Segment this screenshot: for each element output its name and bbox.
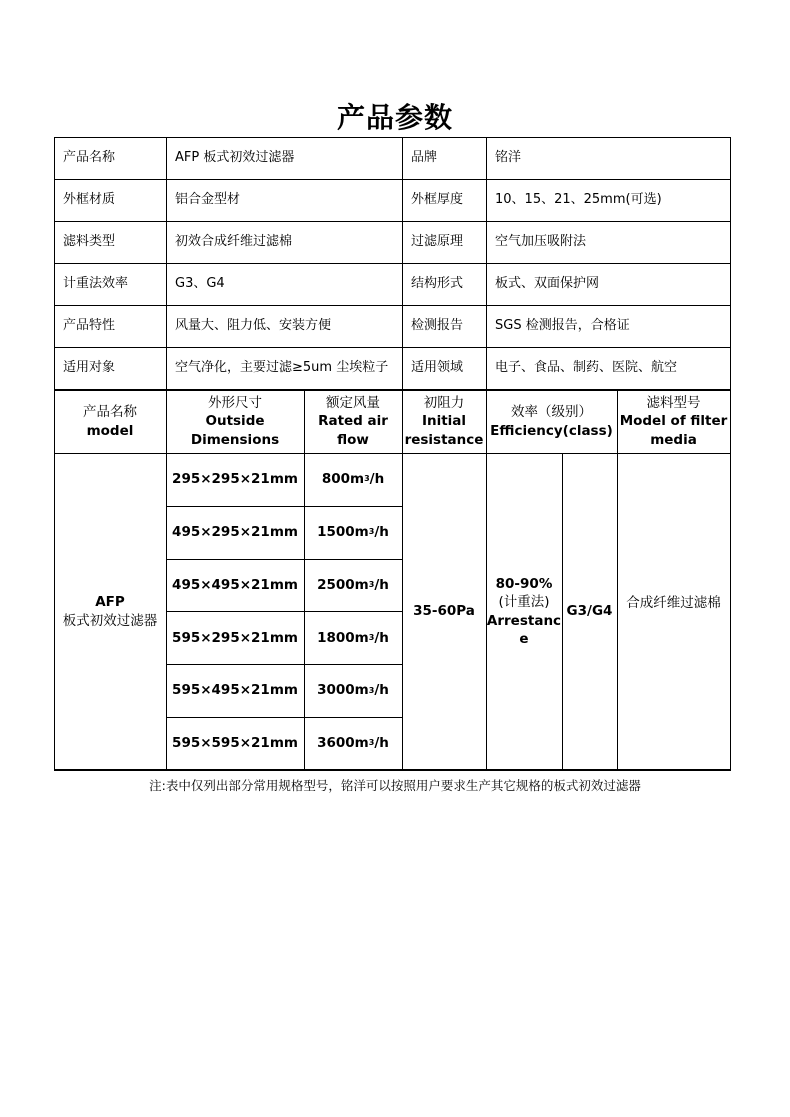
header-media-en2: media [650,431,697,448]
grid-line [54,769,731,771]
size-dims: 495×295×21mm [172,524,298,541]
spec-cell-value2: SGS 检测报告，合格证 [495,318,630,334]
footnote: 注:表中仅列出部分常用规格型号，铭洋可以按照用户要求生产其它规格的板式初效过滤器 [149,778,641,793]
grid-line [54,179,731,180]
efficiency-term-end: e [519,630,529,647]
header-media-en1: Model of filter [619,413,728,430]
size-dims: 595×295×21mm [172,629,298,646]
spec-cell-label2: 结构形式 [411,276,464,292]
spec-cell-label1: 外框材质 [63,192,116,208]
header-model-cn: 产品名称 [83,404,137,421]
grid-line [486,137,487,390]
grid-line [166,506,403,507]
grid-line [166,664,403,665]
flow-unit: /h [374,735,389,752]
grid-line [166,559,403,560]
size-flow: 2500m 3 /h [317,576,389,593]
efficiency-percent: 80-90% [495,576,553,593]
spec-cell-label1: 产品特性 [63,318,116,334]
resistance-value: 35-60Pa [413,603,475,620]
grid-line [54,390,731,391]
header-model [54,390,166,453]
product-model-code: AFP [95,594,125,611]
flow-number: 1800m [317,629,369,646]
grid-line [166,390,167,770]
spec-cell-value2: 空气加压吸附法 [495,234,587,250]
header-efficiency-en: Efficiency(class) [490,422,613,439]
flow-number: 3000m [317,682,369,699]
grid-line [730,137,731,390]
efficiency-method: (计重法) [498,594,550,611]
header-flow-en1: Rated air [318,413,388,430]
grid-line [54,263,731,264]
spec-cell-value2: 板式、双面保护网 [495,276,600,292]
flow-number: 2500m [317,576,369,593]
spec-cell-label2: 品牌 [411,150,438,166]
grid-line [54,137,731,138]
size-dims: 595×595×21mm [172,735,298,752]
spec-cell-value1: 空气净化，主要过滤≥5um 尘埃粒子 [175,360,389,376]
grid-line [402,390,403,770]
spec-cell-value1: AFP 板式初效过滤器 [175,150,295,166]
grid-line [54,453,731,454]
grid-line [54,347,731,348]
filter-media: 合成纤维过滤棉 [626,594,721,611]
spec-cell-value2: 10、15、21、25mm(可选) [495,192,662,208]
spec-cell-label2: 外框厚度 [411,192,464,208]
header-efficiency-cn: 效率（级别） [511,404,592,421]
spec-cell-value1: 初效合成纤维过滤棉 [175,234,293,250]
header-dims-en1: Outside [205,413,265,430]
efficiency-value [486,453,562,770]
spec-cell-value2: 铭洋 [495,150,522,166]
grid-line [562,453,563,770]
spec-cell-label1: 滤料类型 [63,234,116,250]
size-flow: 3600m 3 /h [317,735,389,752]
header-dims-en2: Dimensions [190,431,280,448]
grid-line [54,137,55,390]
spec-cell-value1: 风量大、阻力低、安装方便 [175,318,332,334]
grid-line [486,390,487,770]
grid-line [54,305,731,306]
grid-line [54,221,731,222]
size-dims: 495×495×21mm [172,576,298,593]
spec-cell-label2: 过滤原理 [411,234,464,250]
header-efficiency [486,390,617,453]
size-flow: 800m 3 /h [321,471,385,488]
spec-cell-label1: 产品名称 [63,150,116,166]
spec-cell-label2: 适用领域 [411,360,464,376]
header-resistance-en1: Initial [421,413,467,430]
spec-cell-label2: 检测报告 [411,318,464,334]
flow-unit: /h [374,682,389,699]
grid-line [730,390,731,770]
header-resistance-en2: resistance [404,431,484,448]
header-media-cn: 滤料型号 [646,395,701,412]
flow-number: 3600m [317,735,369,752]
flow-number: 1500m [317,524,369,541]
flow-number: 800m [321,471,365,488]
size-flow: 3000m 3 /h [317,682,389,699]
grid-line [54,390,55,770]
size-dims: 595×495×21mm [172,682,298,699]
filter-class: G3/G4 [566,603,613,620]
header-dims [166,390,304,453]
grid-line [617,390,618,770]
header-media [617,390,730,453]
spec-cell-value2: 电子、食品、制药、医院、航空 [495,360,678,376]
grid-line [166,611,403,612]
grid-line [166,137,167,390]
header-resistance-cn: 初阻力 [423,395,465,412]
flow-unit: /h [369,471,385,488]
header-flow-en2: flow [337,431,369,448]
size-flow: 1800m 3 /h [317,629,389,646]
header-dims-cn: 外形尺寸 [208,395,262,412]
flow-unit: /h [374,576,389,593]
header-model-en: model [86,422,134,439]
spec-cell-value1: 铝合金型材 [175,192,241,208]
product-model [54,453,166,770]
header-flow [304,390,402,453]
grid-line [304,390,305,770]
efficiency-term: Arrestanc [486,612,562,629]
grid-line [166,717,403,718]
size-flow: 1500m 3 /h [317,524,389,541]
grid-line [402,137,403,390]
product-model-name: 板式初效过滤器 [62,612,158,629]
flow-unit: /h [374,629,389,646]
page-title: 产品参数 [336,101,453,134]
spec-cell-label1: 适用对象 [63,360,116,376]
header-resistance [402,390,486,453]
spec-cell-value1: G3、G4 [175,276,225,292]
size-dims: 295×295×21mm [172,471,298,488]
spec-cell-label1: 计重法效率 [63,276,129,292]
header-flow-cn: 额定风量 [326,395,380,412]
flow-unit: /h [374,524,389,541]
